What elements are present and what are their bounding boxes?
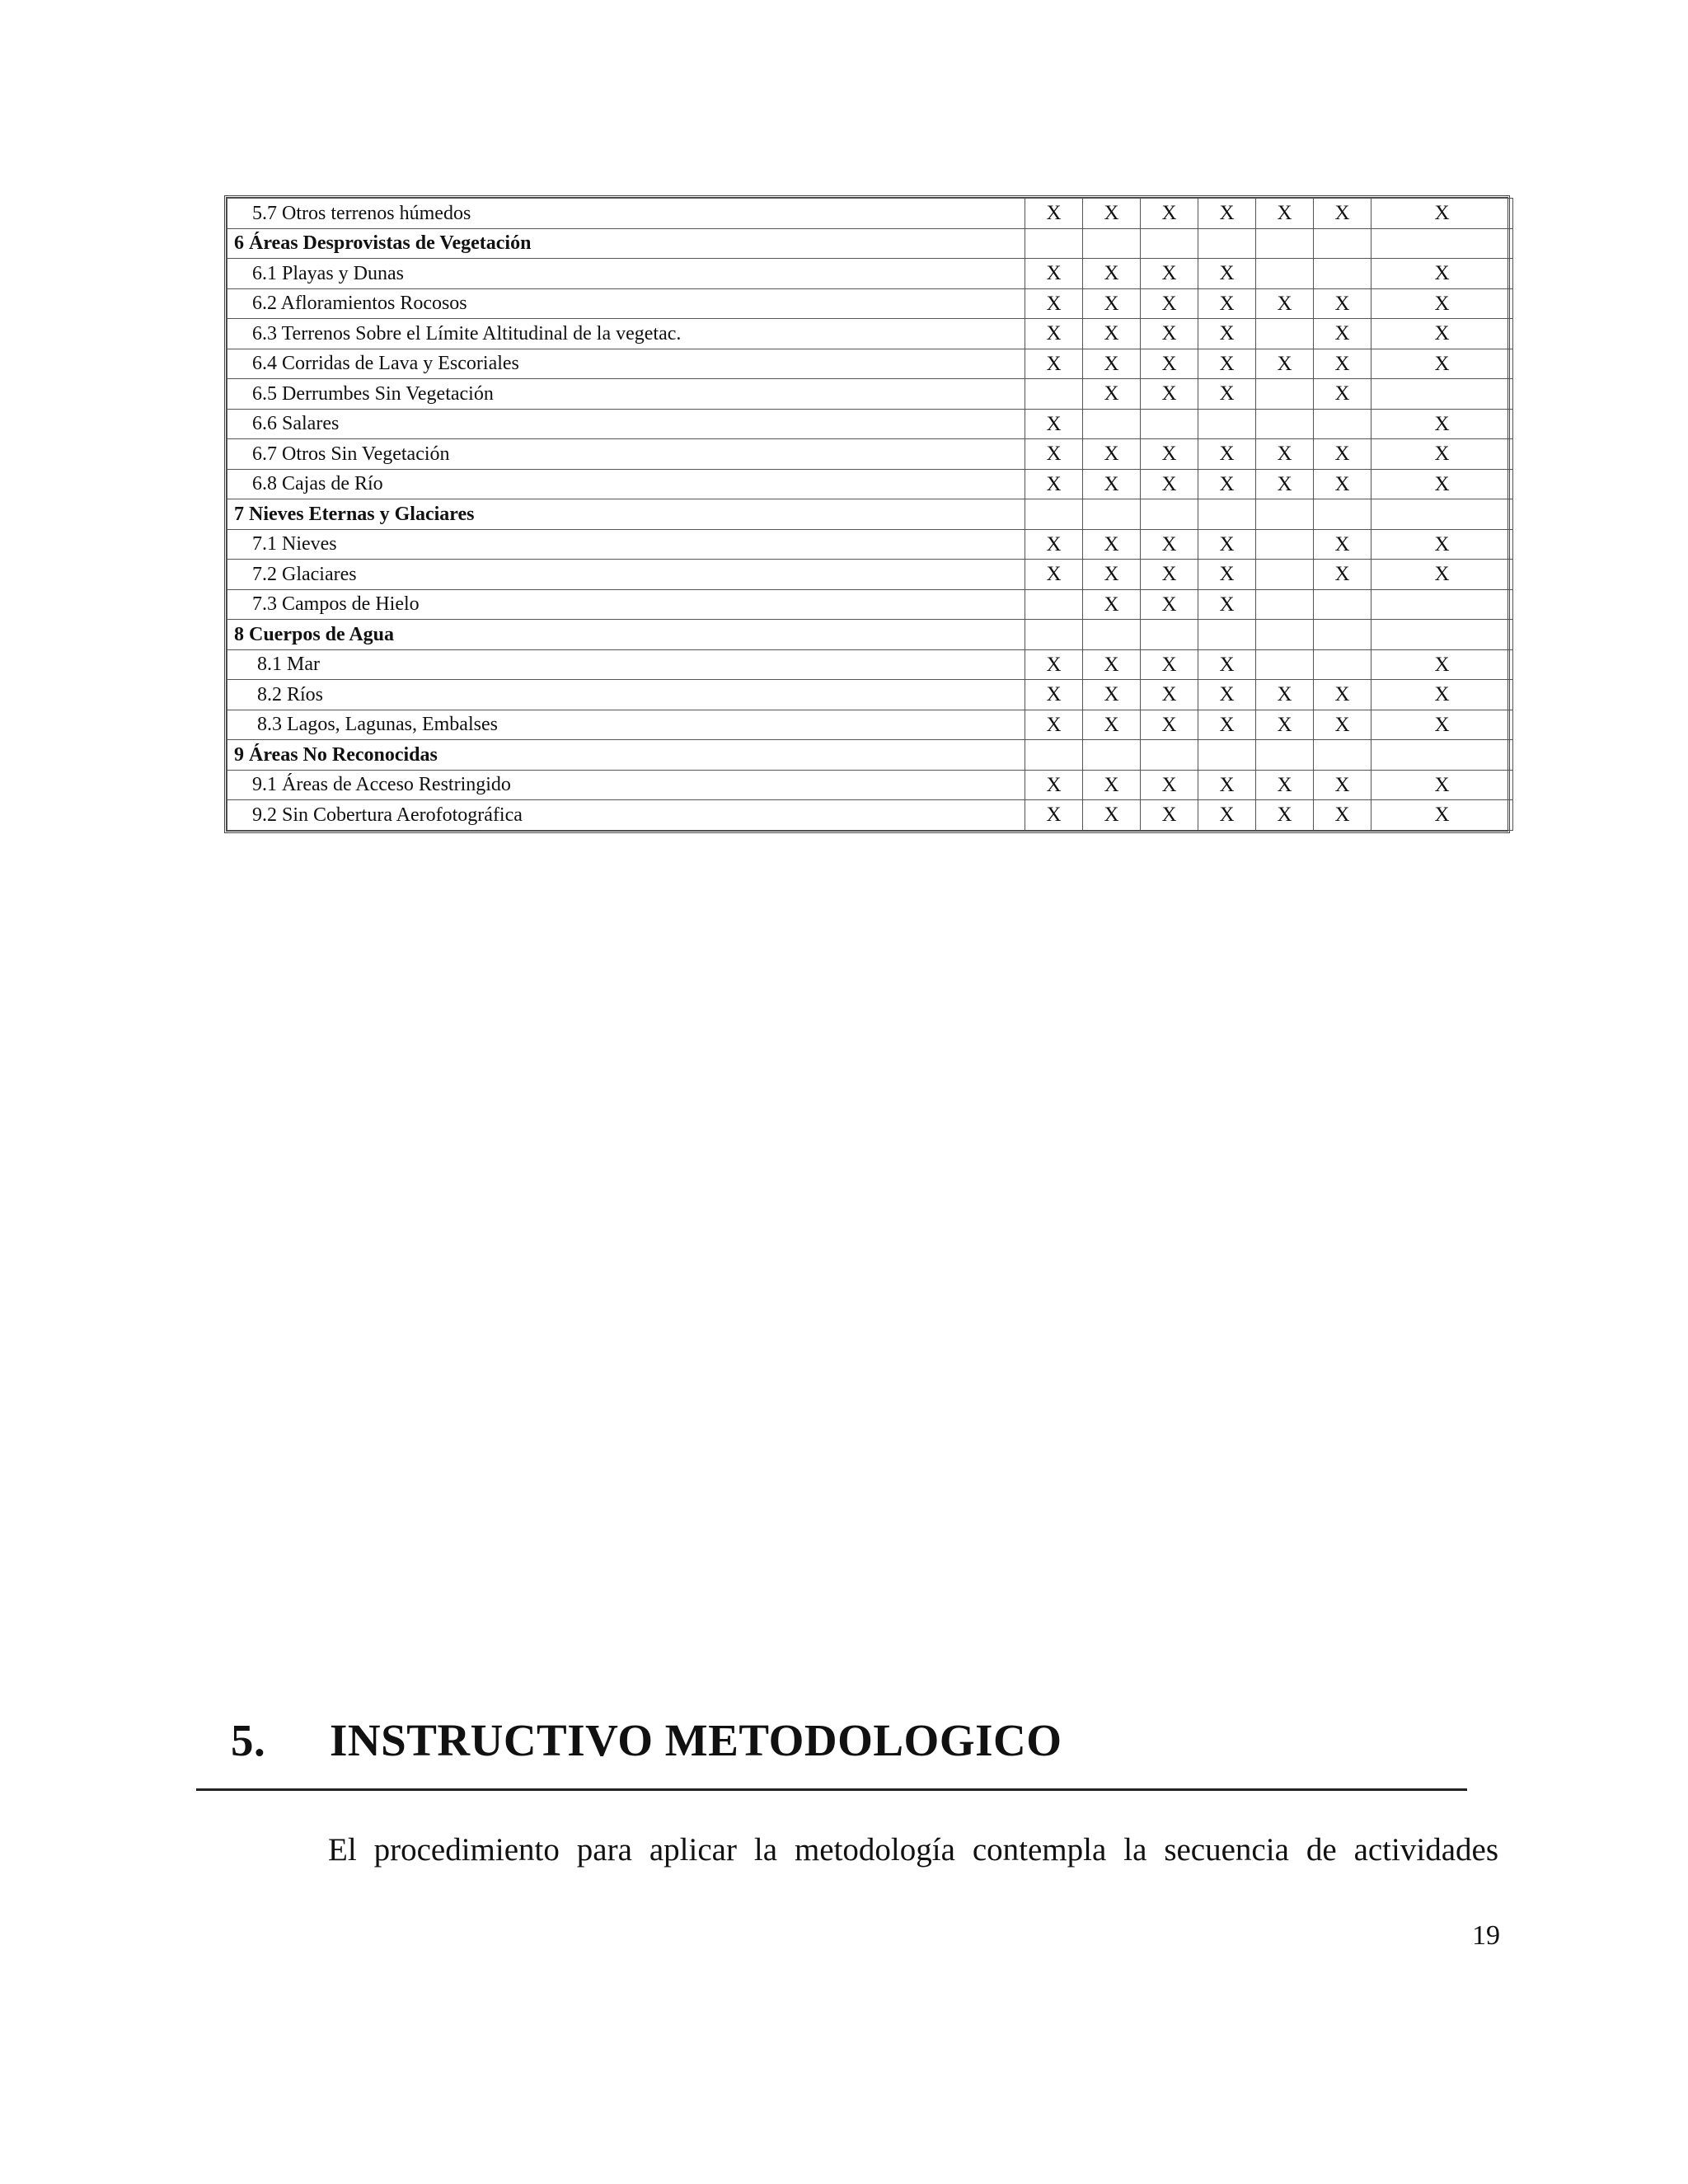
mark-cell: X: [1083, 560, 1141, 590]
row-label: 9.2 Sin Cobertura Aerofotográfica: [227, 800, 1025, 831]
mark-cell: X: [1314, 439, 1372, 470]
mark-cell: X: [1372, 439, 1513, 470]
mark-cell: X: [1141, 379, 1198, 410]
mark-cell: X: [1083, 529, 1141, 560]
mark-cell: X: [1083, 379, 1141, 410]
mark-cell: [1256, 499, 1314, 530]
mark-cell: X: [1141, 288, 1198, 319]
section-number: 5.: [231, 1715, 266, 1765]
table-row: [227, 469, 1513, 499]
mark-cell: [1198, 409, 1256, 439]
category-row: [227, 620, 1513, 650]
table-row: [227, 349, 1513, 379]
mark-cell: X: [1314, 710, 1372, 740]
mark-cell: X: [1025, 409, 1083, 439]
mark-cell: X: [1141, 649, 1198, 680]
mark-cell: X: [1198, 560, 1256, 590]
mark-cell: X: [1256, 439, 1314, 470]
table-body: [227, 199, 1513, 831]
mark-cell: X: [1141, 349, 1198, 379]
row-label: 6.8 Cajas de Río: [227, 469, 1025, 499]
mark-cell: [1256, 740, 1314, 771]
mark-cell: X: [1083, 349, 1141, 379]
mark-cell: [1025, 499, 1083, 530]
mark-cell: X: [1198, 288, 1256, 319]
mark-cell: [1256, 409, 1314, 439]
mark-cell: X: [1025, 529, 1083, 560]
mark-cell: X: [1198, 379, 1256, 410]
mark-cell: X: [1372, 469, 1513, 499]
mark-cell: X: [1025, 349, 1083, 379]
mark-cell: X: [1372, 710, 1513, 740]
category-row: [227, 228, 1513, 259]
mark-cell: X: [1314, 529, 1372, 560]
mark-cell: [1314, 228, 1372, 259]
mark-cell: X: [1025, 259, 1083, 289]
mark-cell: [1025, 379, 1083, 410]
mark-cell: [1372, 499, 1513, 530]
mark-cell: X: [1256, 710, 1314, 740]
mark-cell: [1372, 740, 1513, 771]
row-label: 6.4 Corridas de Lava y Escoriales: [227, 349, 1025, 379]
mark-cell: [1372, 228, 1513, 259]
mark-cell: X: [1256, 469, 1314, 499]
table-row: [227, 800, 1513, 831]
mark-cell: X: [1141, 439, 1198, 470]
mark-cell: X: [1256, 288, 1314, 319]
table-row: [227, 439, 1513, 470]
table-row: [227, 560, 1513, 590]
mark-cell: X: [1025, 288, 1083, 319]
mark-cell: X: [1256, 199, 1314, 229]
mark-cell: X: [1372, 288, 1513, 319]
mark-cell: [1025, 740, 1083, 771]
mark-cell: [1256, 379, 1314, 410]
section-title: INSTRUCTIVO METODOLOGICO: [330, 1715, 1062, 1765]
mark-cell: X: [1198, 439, 1256, 470]
mark-cell: X: [1314, 288, 1372, 319]
table-row: [227, 710, 1513, 740]
category-label: 9 Áreas No Reconocidas: [227, 740, 1025, 771]
table-row: [227, 259, 1513, 289]
mark-cell: [1141, 740, 1198, 771]
mark-cell: X: [1314, 800, 1372, 831]
page-number: 19: [1472, 1920, 1500, 1951]
mark-cell: [1083, 499, 1141, 530]
mark-cell: [1025, 620, 1083, 650]
body-paragraph: El procedimiento para aplicar la metodología contempla la secuencia de actividades: [328, 1832, 1498, 1868]
mark-cell: X: [1025, 800, 1083, 831]
row-label: 7.1 Nieves: [227, 529, 1025, 560]
mark-cell: X: [1314, 349, 1372, 379]
mark-cell: X: [1372, 349, 1513, 379]
mark-cell: X: [1198, 349, 1256, 379]
mark-cell: X: [1314, 469, 1372, 499]
mark-cell: X: [1141, 710, 1198, 740]
land-cover-table: [224, 195, 1510, 833]
mark-cell: [1314, 259, 1372, 289]
mark-cell: X: [1372, 800, 1513, 831]
mark-cell: X: [1372, 770, 1513, 800]
mark-cell: X: [1314, 680, 1372, 710]
mark-cell: X: [1083, 770, 1141, 800]
mark-cell: X: [1256, 680, 1314, 710]
mark-cell: X: [1198, 199, 1256, 229]
mark-cell: [1083, 228, 1141, 259]
mark-cell: [1083, 409, 1141, 439]
mark-cell: X: [1198, 529, 1256, 560]
mark-cell: X: [1198, 710, 1256, 740]
mark-cell: X: [1025, 560, 1083, 590]
row-label: 5.7 Otros terrenos húmedos: [227, 199, 1025, 229]
mark-cell: X: [1083, 319, 1141, 349]
mark-cell: [1198, 620, 1256, 650]
mark-cell: X: [1256, 770, 1314, 800]
row-label: 6.6 Salares: [227, 409, 1025, 439]
table-row: [227, 288, 1513, 319]
mark-cell: X: [1083, 649, 1141, 680]
mark-cell: X: [1198, 469, 1256, 499]
mark-cell: X: [1083, 800, 1141, 831]
mark-cell: X: [1314, 319, 1372, 349]
mark-cell: X: [1025, 199, 1083, 229]
mark-cell: X: [1141, 680, 1198, 710]
mark-cell: [1256, 620, 1314, 650]
mark-cell: X: [1083, 469, 1141, 499]
mark-cell: [1372, 589, 1513, 620]
mark-cell: [1314, 409, 1372, 439]
mark-cell: X: [1083, 589, 1141, 620]
mark-cell: X: [1198, 259, 1256, 289]
mark-cell: [1256, 649, 1314, 680]
mark-cell: X: [1141, 199, 1198, 229]
mark-cell: X: [1372, 409, 1513, 439]
row-label: 6.2 Afloramientos Rocosos: [227, 288, 1025, 319]
row-label: 6.1 Playas y Dunas: [227, 259, 1025, 289]
mark-cell: [1083, 740, 1141, 771]
category-label: 8 Cuerpos de Agua: [227, 620, 1025, 650]
mark-cell: X: [1025, 710, 1083, 740]
mark-cell: X: [1372, 649, 1513, 680]
mark-cell: [1141, 499, 1198, 530]
row-label: 6.7 Otros Sin Vegetación: [227, 439, 1025, 470]
table-row: [227, 589, 1513, 620]
row-label: 7.2 Glaciares: [227, 560, 1025, 590]
mark-cell: [1198, 499, 1256, 530]
mark-cell: X: [1083, 439, 1141, 470]
mark-cell: X: [1198, 680, 1256, 710]
table-row: [227, 649, 1513, 680]
mark-cell: [1314, 649, 1372, 680]
heading-rule: [196, 1788, 1467, 1791]
mark-cell: [1141, 228, 1198, 259]
table-row: [227, 379, 1513, 410]
mark-cell: X: [1314, 560, 1372, 590]
row-label: 6.5 Derrumbes Sin Vegetación: [227, 379, 1025, 410]
mark-cell: [1314, 620, 1372, 650]
mark-cell: [1256, 589, 1314, 620]
mark-cell: X: [1198, 770, 1256, 800]
category-label: 7 Nieves Eternas y Glaciares: [227, 499, 1025, 530]
mark-cell: X: [1083, 199, 1141, 229]
mark-cell: X: [1141, 469, 1198, 499]
mark-cell: [1198, 740, 1256, 771]
mark-cell: [1314, 499, 1372, 530]
mark-cell: X: [1314, 770, 1372, 800]
mark-cell: [1025, 228, 1083, 259]
mark-cell: X: [1198, 589, 1256, 620]
mark-cell: X: [1025, 469, 1083, 499]
mark-cell: X: [1372, 680, 1513, 710]
mark-cell: [1256, 529, 1314, 560]
mark-cell: X: [1025, 680, 1083, 710]
mark-cell: X: [1141, 319, 1198, 349]
row-label: 8.2 Ríos: [227, 680, 1025, 710]
mark-cell: X: [1198, 649, 1256, 680]
mark-cell: X: [1141, 589, 1198, 620]
mark-cell: [1083, 620, 1141, 650]
category-label: 6 Áreas Desprovistas de Vegetación: [227, 228, 1025, 259]
mark-cell: X: [1372, 259, 1513, 289]
mark-cell: [1256, 319, 1314, 349]
mark-cell: X: [1083, 710, 1141, 740]
row-label: 9.1 Áreas de Acceso Restringido: [227, 770, 1025, 800]
mark-cell: [1141, 620, 1198, 650]
row-label: 7.3 Campos de Hielo: [227, 589, 1025, 620]
table-row: [227, 319, 1513, 349]
mark-cell: [1256, 560, 1314, 590]
mark-cell: X: [1025, 770, 1083, 800]
land-cover-matrix: [227, 198, 1513, 831]
mark-cell: X: [1025, 319, 1083, 349]
mark-cell: X: [1025, 649, 1083, 680]
section-heading: [231, 1714, 1062, 1766]
row-label: 8.3 Lagos, Lagunas, Embalses: [227, 710, 1025, 740]
mark-cell: X: [1083, 259, 1141, 289]
mark-cell: X: [1314, 379, 1372, 410]
mark-cell: X: [1372, 529, 1513, 560]
mark-cell: X: [1372, 319, 1513, 349]
mark-cell: X: [1141, 560, 1198, 590]
mark-cell: [1314, 740, 1372, 771]
mark-cell: X: [1256, 349, 1314, 379]
mark-cell: X: [1256, 800, 1314, 831]
mark-cell: X: [1372, 560, 1513, 590]
mark-cell: X: [1083, 288, 1141, 319]
mark-cell: X: [1025, 439, 1083, 470]
mark-cell: X: [1083, 680, 1141, 710]
table-row: [227, 680, 1513, 710]
table-row: [227, 409, 1513, 439]
mark-cell: [1372, 620, 1513, 650]
mark-cell: [1314, 589, 1372, 620]
mark-cell: X: [1372, 199, 1513, 229]
mark-cell: X: [1141, 770, 1198, 800]
mark-cell: [1025, 589, 1083, 620]
mark-cell: [1256, 259, 1314, 289]
mark-cell: [1372, 379, 1513, 410]
mark-cell: X: [1198, 800, 1256, 831]
mark-cell: X: [1314, 199, 1372, 229]
mark-cell: X: [1198, 319, 1256, 349]
mark-cell: [1256, 228, 1314, 259]
row-label: 8.1 Mar: [227, 649, 1025, 680]
category-row: [227, 499, 1513, 530]
category-row: [227, 740, 1513, 771]
mark-cell: X: [1141, 800, 1198, 831]
mark-cell: X: [1141, 529, 1198, 560]
table-row: [227, 199, 1513, 229]
row-label: 6.3 Terrenos Sobre el Límite Altitudinal de la vegetac.: [227, 319, 1025, 349]
mark-cell: [1198, 228, 1256, 259]
mark-cell: [1141, 409, 1198, 439]
table-row: [227, 529, 1513, 560]
table-row: [227, 770, 1513, 800]
mark-cell: X: [1141, 259, 1198, 289]
